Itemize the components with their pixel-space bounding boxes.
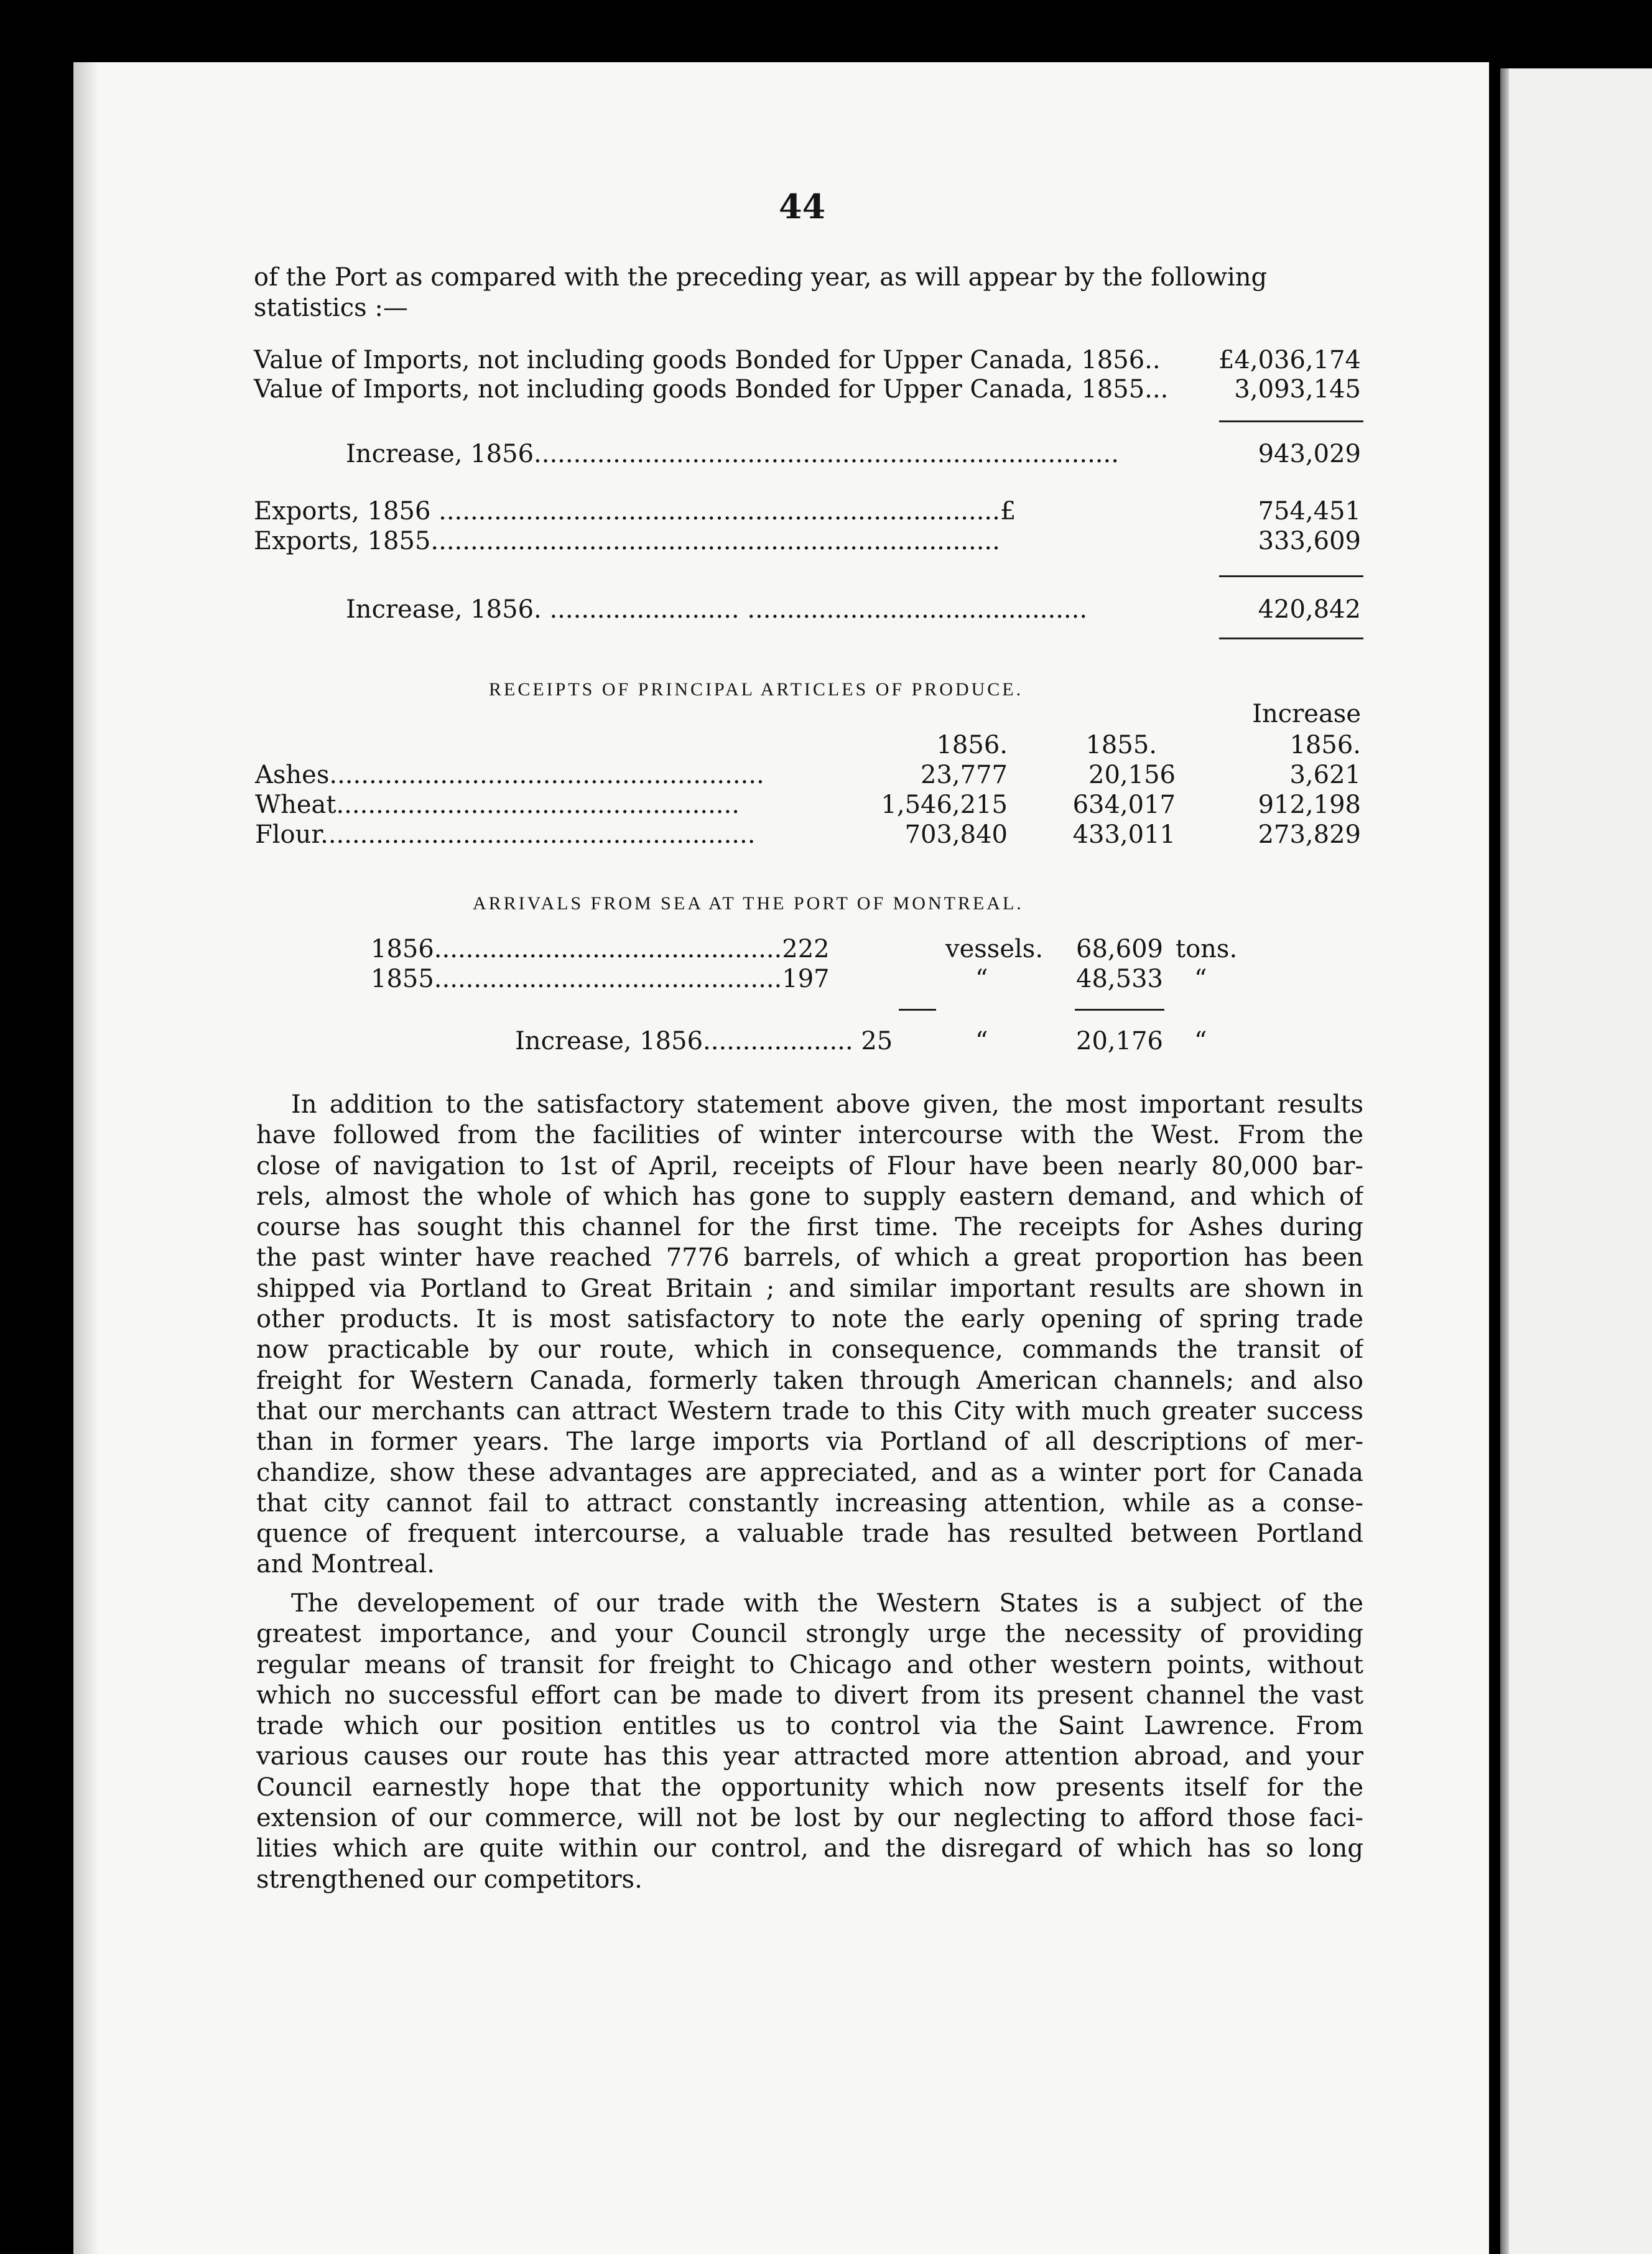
- receipts-row-increase: 3,621: [1289, 761, 1361, 789]
- imports-1856-label: Value of Imports, not including goods Bonded for Upper Canada, 1856..: [254, 346, 1161, 374]
- paragraph-line: other products. It is most satisfactory to note the early opening of spring trade: [256, 1305, 1363, 1334]
- paragraph-line: shipped via Portland to Great Britain ; and similar important results are shown in: [256, 1274, 1363, 1303]
- imports-1856-value: £4,036,174: [1218, 346, 1361, 374]
- receipts-row-label: Flour.......................................................: [255, 820, 756, 849]
- paragraph-line: and Montreal.: [256, 1550, 435, 1579]
- paragraph-line: that our merchants can attract Western trade to this City with much greater success: [256, 1396, 1363, 1426]
- arrivals-increase-vessels: “: [975, 1027, 988, 1055]
- intro-line-1: of the Port as compared with the preceding year, as will appear by the following: [254, 263, 1268, 292]
- imports-1855-label: Value of Imports, not including goods Bonded for Upper Canada, 1855...: [254, 375, 1169, 404]
- paragraph-line: trade which our position entitles us to control via the Saint Lawrence. From: [256, 1712, 1363, 1741]
- receipts-row-increase: 912,198: [1258, 791, 1361, 819]
- paragraph-line: course has sought this channel for the first time. The receipts for Ashes during: [256, 1213, 1363, 1242]
- paragraph-line: The developement of our trade with the Western States is a subject of the: [291, 1589, 1363, 1618]
- receipts-row-1855: 20,156: [1088, 761, 1176, 789]
- imports-increase-label: Increase, 1856..........................................................................: [346, 440, 1119, 468]
- arrivals-increase-label: Increase, 1856................... 25: [515, 1027, 893, 1055]
- receipts-col-increase-heading: Increase: [1252, 700, 1361, 728]
- paragraph-line: close of navigation to 1st of April, receipts of Flour have been nearly 80,000 bar-: [256, 1151, 1363, 1180]
- receipts-row-1856: 1,546,215: [881, 791, 1008, 819]
- exports-1855-label: Exports, 1855........................................................................: [254, 527, 1000, 555]
- receipts-col-1856: 1856.: [936, 731, 1008, 759]
- paragraph-line: rels, almost the whole of which has gone to supply eastern demand, and which of: [256, 1182, 1363, 1211]
- paragraph-line: Council earnestly hope that the opportunity which now presents itself for the: [256, 1773, 1363, 1802]
- receipts-heading: RECEIPTS OF PRINCIPAL ARTICLES OF PRODUCE.: [489, 679, 1024, 700]
- exports-1855-value: 333,609: [1258, 527, 1361, 555]
- adjacent-page-edge: [1500, 68, 1652, 2254]
- exports-sum-rule: [1219, 575, 1363, 577]
- receipts-row-label: Wheat...................................................: [255, 791, 740, 819]
- page-binding-shadow: [73, 62, 98, 2254]
- arrivals-increase-tons: “: [1194, 1027, 1207, 1055]
- exports-1856-label: Exports, 1856 .......................................................................£: [254, 497, 1016, 526]
- paragraph-line: chandize, show these advantages are appreciated, and as a winter port for Canada: [256, 1458, 1363, 1487]
- arrivals-row-tons: “: [1194, 965, 1207, 993]
- paragraph-line: have followed from the facilities of winter intercourse with the West. From the: [256, 1121, 1363, 1150]
- receipts-row-1856: 703,840: [904, 820, 1008, 849]
- arrivals-row-tons: tons.: [1176, 935, 1238, 963]
- exports-double-rule: [1219, 638, 1363, 639]
- page-number: 44: [779, 187, 826, 226]
- imports-1855-value: 3,093,145: [1234, 375, 1361, 404]
- paragraph-line: extension of our commerce, will not be lost by our neglecting to afford those faci-: [256, 1804, 1363, 1833]
- imports-increase-value: 943,029: [1258, 440, 1361, 468]
- paragraph-line: strengthened our competitors.: [256, 1865, 643, 1894]
- arrivals-increase-tons-value: 20,176: [1076, 1027, 1163, 1055]
- intro-line-2: statistics :—: [254, 294, 408, 322]
- paragraph-line: that city cannot fail to attract constantly increasing attention, while as a conse-: [256, 1488, 1363, 1518]
- paragraph-line: greatest importance, and your Council strongly urge the necessity of providing: [256, 1620, 1363, 1649]
- adjacent-page-shadow: [1500, 68, 1509, 2254]
- receipts-row-label: Ashes.......................................................: [255, 761, 764, 789]
- arrivals-row-label: 1856............................................222: [371, 935, 830, 963]
- receipts-col-1855: 1855.: [1085, 731, 1157, 759]
- paragraph-line: now practicable by our route, which in consequence, commands the transit of: [256, 1335, 1363, 1365]
- receipts-row-1856: 23,777: [921, 761, 1008, 789]
- paragraph-line: the past winter have reached 7776 barrels, of which a great proportion has been: [256, 1243, 1363, 1273]
- arrivals-row-tons-value: 48,533: [1076, 965, 1163, 993]
- paragraph-line: regular means of transit for freight to Chicago and other western points, without: [256, 1650, 1363, 1679]
- paragraph-line: quence of frequent intercourse, a valuable trade has resulted between Portland: [256, 1519, 1363, 1549]
- paragraph-line: In addition to the satisfactory statement above given, the most important results: [291, 1090, 1363, 1119]
- exports-increase-value: 420,842: [1258, 595, 1361, 624]
- paragraph-line: lities which are quite within our control, and the disregard of which has so long: [256, 1834, 1363, 1863]
- paragraph-line: various causes our route has this year attracted more attention abroad, and your: [256, 1742, 1363, 1771]
- arrivals-row-vessels: “: [975, 965, 988, 993]
- paragraph-line: than in former years. The large imports via Portland of all descriptions of mer-: [256, 1427, 1363, 1457]
- paragraph-line: which no successful effort can be made to divert from its present channel the vast: [256, 1681, 1363, 1710]
- arrivals-row-tons-value: 68,609: [1076, 935, 1163, 963]
- arrivals-heading: ARRIVALS FROM SEA AT THE PORT OF MONTREAL.: [473, 893, 1024, 914]
- paragraph-2: [256, 1588, 1363, 1895]
- exports-increase-label: Increase, 1856. ........................ ...........................................: [346, 595, 1088, 624]
- receipts-row-increase: 273,829: [1258, 820, 1361, 849]
- arrivals-row-vessels: vessels.: [945, 935, 1044, 963]
- paragraph-line: freight for Western Canada, formerly taken through American channels; and also: [256, 1366, 1363, 1395]
- imports-sum-rule: [1219, 420, 1363, 422]
- receipts-col-increase-year: 1856.: [1289, 731, 1361, 759]
- receipts-row-1855: 634,017: [1072, 791, 1176, 819]
- receipts-row-1855: 433,011: [1072, 820, 1176, 849]
- exports-1856-value: 754,451: [1258, 497, 1361, 526]
- arrivals-vessels-rule: [899, 1009, 936, 1011]
- arrivals-tons-rule: [1075, 1009, 1164, 1011]
- paragraph-1: [256, 1090, 1363, 1580]
- arrivals-row-label: 1855............................................197: [371, 965, 830, 993]
